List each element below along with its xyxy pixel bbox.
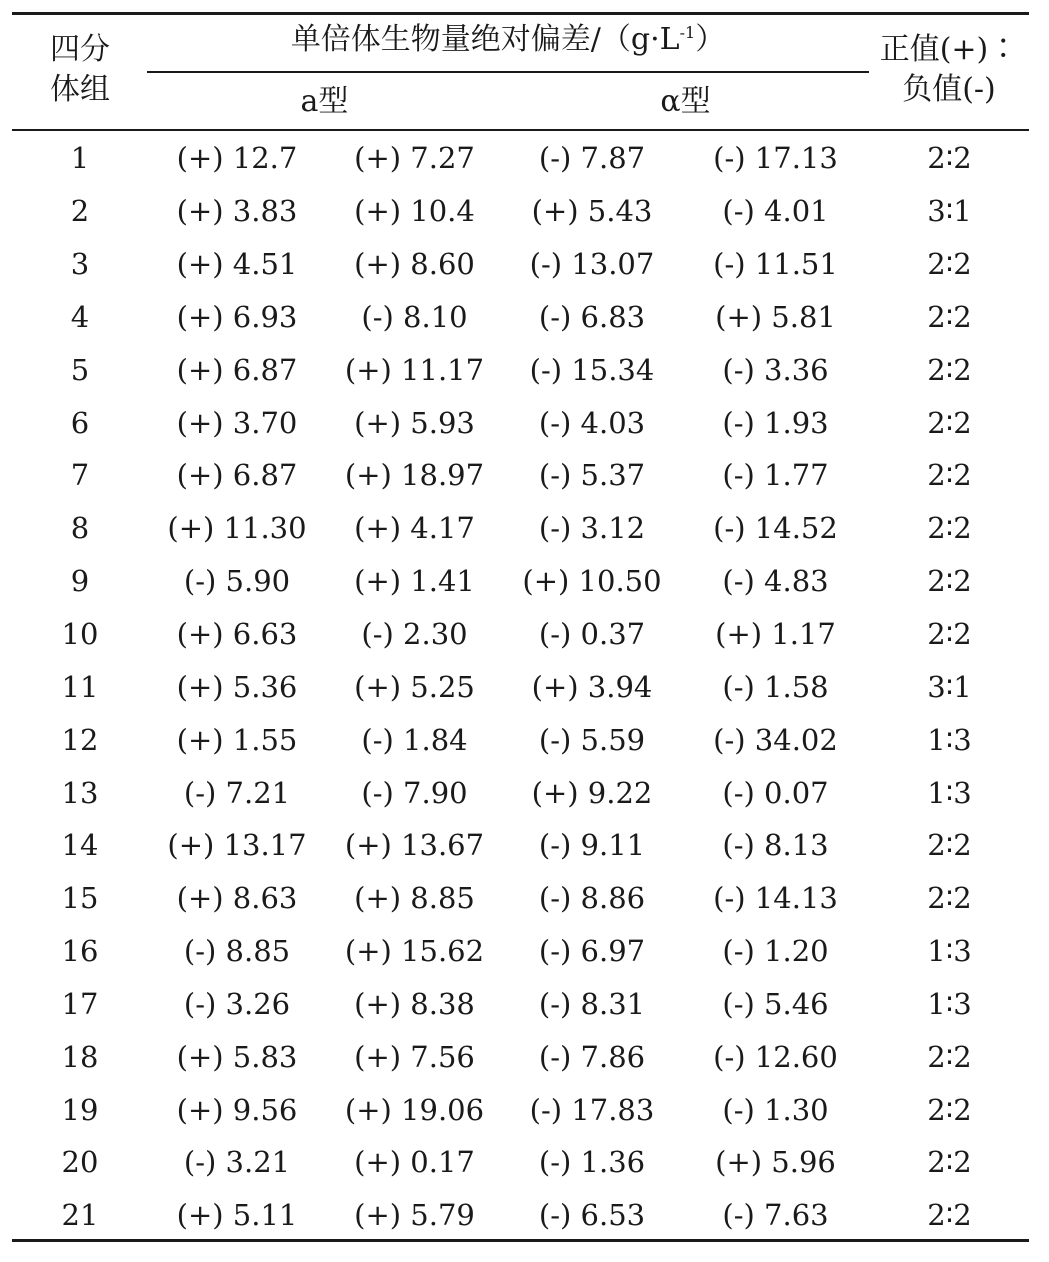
group-cell: 1 [70, 141, 90, 176]
a-type-value-2: (+) 8.60 [354, 247, 475, 282]
alpha-type-value-1: (-) 6.83 [538, 299, 646, 334]
alpha-type-value-1: (-) 6.97 [538, 934, 646, 969]
alpha-type-value-1: (-) 0.37 [538, 617, 646, 652]
table-row [12, 343, 1029, 396]
group-cell: 3 [70, 247, 90, 282]
table-row [12, 978, 1029, 1031]
header-ratio [869, 30, 1029, 110]
a-type-value-1: (-) 3.26 [183, 986, 291, 1021]
a-type-value-1: (+) 12.7 [176, 141, 298, 176]
a-type-value-2: (+) 4.17 [354, 511, 475, 546]
table-row [12, 925, 1029, 978]
header-group [12, 30, 148, 110]
a-type-value-1: (+) 5.36 [176, 669, 298, 704]
data-table [12, 132, 1029, 1242]
alpha-type-value-1: (-) 13.07 [529, 247, 655, 282]
a-type-value-1: (+) 8.63 [176, 881, 298, 916]
ratio-cell: 3∶1 [927, 669, 972, 704]
table-row [12, 1030, 1029, 1083]
alpha-type-value-2: (-) 4.83 [722, 564, 829, 599]
table-row [12, 502, 1029, 555]
table-header-rule [12, 129, 1029, 131]
table-row [12, 1083, 1029, 1136]
table-row [12, 713, 1029, 766]
ratio-cell: 2∶2 [927, 299, 972, 334]
group-cell: 15 [61, 881, 99, 916]
a-type-value-1: (+) 9.56 [176, 1092, 298, 1127]
a-type-value-2: (+) 5.79 [354, 1198, 475, 1233]
a-type-value-1: (-) 7.21 [183, 775, 291, 810]
alpha-type-value-1: (-) 1.36 [538, 1145, 646, 1180]
alpha-type-value-2: (-) 1.77 [722, 458, 829, 493]
alpha-type-value-1: (-) 8.86 [538, 881, 646, 916]
a-type-value-2: (+) 10.4 [354, 194, 475, 229]
alpha-type-value-2: (-) 17.13 [713, 141, 838, 176]
alpha-type-value-2: (-) 1.58 [722, 669, 829, 704]
header-type-alpha: α型 [660, 84, 711, 119]
a-type-value-2: (-) 7.90 [361, 775, 468, 810]
group-cell: 16 [61, 934, 99, 969]
table-row [12, 238, 1029, 291]
alpha-type-value-1: (+) 10.50 [522, 564, 662, 599]
ratio-cell: 2∶2 [927, 511, 972, 546]
alpha-type-value-1: (-) 15.34 [529, 352, 655, 387]
a-type-value-2: (+) 18.97 [344, 458, 485, 493]
ratio-cell: 2∶2 [927, 1145, 972, 1180]
alpha-type-value-2: (-) 7.63 [722, 1198, 829, 1233]
a-type-value-1: (+) 5.11 [176, 1198, 298, 1233]
group-cell: 7 [70, 458, 90, 493]
alpha-type-value-2: (-) 3.36 [722, 352, 829, 387]
table-row [12, 132, 1029, 185]
alpha-type-value-1: (+) 5.43 [531, 194, 653, 229]
ratio-cell: 2∶2 [927, 1092, 972, 1127]
a-type-value-2: (-) 1.84 [361, 722, 468, 757]
table-row [12, 396, 1029, 449]
a-type-value-2: (+) 5.93 [354, 405, 475, 440]
a-type-value-1: (-) 8.85 [183, 934, 291, 969]
alpha-type-value-2: (+) 5.96 [715, 1145, 836, 1180]
alpha-type-value-1: (-) 6.53 [538, 1198, 646, 1233]
alpha-type-value-1: (-) 4.03 [538, 405, 646, 440]
a-type-value-1: (-) 5.90 [183, 564, 291, 599]
alpha-type-value-2: (-) 1.30 [722, 1092, 829, 1127]
ratio-cell: 1∶3 [927, 986, 972, 1021]
a-type-value-2: (+) 7.56 [354, 1039, 475, 1074]
group-cell: 12 [61, 722, 99, 757]
a-type-value-1: (+) 4.51 [176, 247, 298, 282]
table-top-rule [12, 12, 1029, 15]
alpha-type-value-1: (-) 5.37 [538, 458, 646, 493]
alpha-type-value-2: (-) 12.60 [713, 1039, 838, 1074]
a-type-value-1: (+) 6.63 [176, 617, 298, 652]
group-cell: 10 [61, 617, 99, 652]
header-deviation-text: 单倍体生物量绝对偏差/（g·L [290, 22, 680, 57]
group-cell: 5 [70, 352, 90, 387]
header-group-line1: 四分 [50, 32, 110, 67]
group-cell: 8 [70, 511, 90, 546]
ratio-cell: 1∶3 [927, 775, 972, 810]
table-row [12, 555, 1029, 608]
table-row [12, 449, 1029, 502]
ratio-cell: 1∶3 [927, 934, 972, 969]
table-row [12, 660, 1029, 713]
a-type-value-1: (+) 3.70 [176, 405, 298, 440]
alpha-type-value-2: (+) 5.81 [715, 299, 836, 334]
alpha-type-value-1: (-) 7.86 [538, 1039, 646, 1074]
ratio-cell: 1∶3 [927, 722, 972, 757]
group-cell: 14 [61, 828, 99, 863]
a-type-value-1: (+) 6.87 [176, 458, 298, 493]
alpha-type-value-2: (-) 4.01 [722, 194, 829, 229]
alpha-type-value-2: (-) 1.93 [722, 405, 829, 440]
alpha-type-value-2: (-) 11.51 [713, 247, 838, 282]
alpha-type-value-1: (-) 7.87 [538, 141, 646, 176]
a-type-value-2: (+) 8.38 [354, 986, 475, 1021]
alpha-type-value-2: (-) 34.02 [713, 722, 838, 757]
a-type-value-1: (+) 6.87 [176, 352, 298, 387]
a-type-value-2: (+) 19.06 [344, 1092, 485, 1127]
a-type-value-2: (+) 1.41 [354, 564, 475, 599]
alpha-type-value-2: (-) 0.07 [722, 775, 829, 810]
group-cell: 18 [61, 1039, 99, 1074]
a-type-value-2: (+) 15.62 [344, 934, 485, 969]
group-cell: 21 [61, 1198, 99, 1233]
ratio-cell: 2∶2 [927, 564, 972, 599]
table-row [12, 185, 1029, 238]
header-type-a: a型 [300, 84, 349, 119]
a-type-value-2: (+) 13.67 [344, 828, 485, 863]
a-type-value-2: (-) 8.10 [361, 299, 468, 334]
group-cell: 13 [61, 775, 99, 810]
table-row [12, 291, 1029, 344]
group-cell: 6 [70, 405, 90, 440]
ratio-cell: 2∶2 [927, 352, 972, 387]
a-type-value-1: (+) 3.83 [176, 194, 298, 229]
alpha-type-value-1: (-) 5.59 [538, 722, 646, 757]
header-sub-rule [147, 71, 869, 73]
alpha-type-value-1: (-) 17.83 [529, 1092, 655, 1127]
table-row [12, 608, 1029, 661]
alpha-type-value-2: (-) 14.52 [713, 511, 838, 546]
table-row [12, 819, 1029, 872]
a-type-value-1: (+) 5.83 [176, 1039, 298, 1074]
group-cell: 19 [61, 1092, 99, 1127]
header-ratio-line2: 负值(-) [902, 72, 996, 107]
alpha-type-value-1: (-) 3.12 [538, 511, 646, 546]
header-ratio-line1: 正值(+)∶ [879, 32, 1019, 67]
alpha-type-value-1: (-) 8.31 [538, 986, 646, 1021]
header-group-line2: 体组 [50, 72, 110, 107]
alpha-type-value-2: (-) 8.13 [722, 828, 829, 863]
group-cell: 9 [70, 564, 90, 599]
table-bottom-rule [12, 1239, 1029, 1242]
alpha-type-value-1: (-) 9.11 [538, 828, 646, 863]
ratio-cell: 2∶2 [927, 458, 972, 493]
ratio-cell: 2∶2 [927, 247, 972, 282]
table-row [12, 1189, 1029, 1242]
a-type-value-1: (+) 6.93 [176, 299, 298, 334]
ratio-cell: 2∶2 [927, 881, 972, 916]
alpha-type-value-2: (-) 1.20 [722, 934, 829, 969]
header-deviation-unit-exponent: -1 [679, 23, 696, 42]
group-cell: 17 [61, 986, 99, 1021]
a-type-value-2: (+) 5.25 [354, 669, 475, 704]
group-cell: 11 [61, 669, 99, 704]
header-deviation-close: ） [695, 22, 726, 57]
a-type-value-2: (+) 0.17 [354, 1145, 475, 1180]
ratio-cell: 2∶2 [927, 828, 972, 863]
data-table-body [12, 132, 1029, 1242]
a-type-value-2: (+) 11.17 [344, 352, 485, 387]
group-cell: 2 [70, 194, 90, 229]
alpha-type-value-1: (+) 3.94 [531, 669, 653, 704]
a-type-value-2: (-) 2.30 [361, 617, 468, 652]
group-cell: 4 [70, 299, 90, 334]
a-type-value-1: (-) 3.21 [183, 1145, 291, 1180]
a-type-value-1: (+) 11.30 [167, 511, 307, 546]
alpha-type-value-2: (-) 5.46 [722, 986, 829, 1021]
a-type-value-1: (+) 13.17 [167, 828, 307, 863]
alpha-type-value-1: (+) 9.22 [531, 775, 653, 810]
ratio-cell: 2∶2 [927, 1039, 972, 1074]
table-row [12, 1136, 1029, 1189]
a-type-value-1: (+) 1.55 [176, 722, 298, 757]
header-deviation-title [147, 20, 869, 60]
alpha-type-value-2: (+) 1.17 [715, 617, 836, 652]
ratio-cell: 3∶1 [927, 194, 972, 229]
ratio-cell: 2∶2 [927, 617, 972, 652]
a-type-value-2: (+) 7.27 [354, 141, 475, 176]
group-cell: 20 [61, 1145, 99, 1180]
ratio-cell: 2∶2 [927, 1198, 972, 1233]
a-type-value-2: (+) 8.85 [354, 881, 475, 916]
table-row [12, 872, 1029, 925]
ratio-cell: 2∶2 [927, 141, 972, 176]
alpha-type-value-2: (-) 14.13 [713, 881, 838, 916]
table-row [12, 766, 1029, 819]
ratio-cell: 2∶2 [927, 405, 972, 440]
